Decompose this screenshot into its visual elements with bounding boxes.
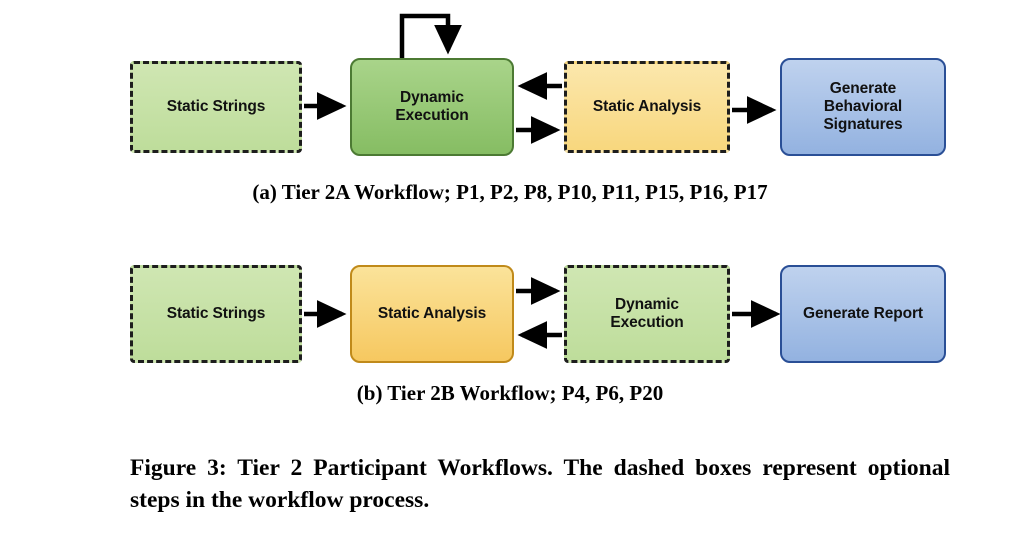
node-dynamic-execution-b[interactable] (564, 265, 730, 363)
node-label: Static Analysis (592, 97, 702, 115)
node-static-analysis-a[interactable] (564, 61, 730, 153)
caption-tier-2a: (a) Tier 2A Workflow; P1, P2, P8, P10, P11, P15, P16, P17 (252, 180, 768, 204)
node-label: Static Strings (166, 97, 266, 115)
node-label: Dynamic Execution (395, 88, 469, 124)
node-label: Generate Behavioral Signatures (823, 79, 903, 134)
node-label: Dynamic Execution (610, 295, 684, 331)
node-static-strings-b[interactable] (130, 265, 302, 363)
node-dynamic-execution-a[interactable] (350, 58, 514, 156)
node-label: Generate Report (803, 304, 923, 322)
figure-caption: Figure 3: Tier 2 Participant Workflows. The dashed boxes represent optional steps in the workflow process. (130, 455, 950, 514)
caption-tier-2b: (b) Tier 2B Workflow; P4, P6, P20 (356, 381, 664, 405)
node-static-analysis-b[interactable] (350, 265, 514, 363)
arrow-dynamic-self-loop (402, 16, 448, 58)
node-generate-report[interactable] (780, 265, 946, 363)
diagram-tier-2b (130, 265, 950, 363)
diagram-tier-2a (130, 58, 950, 156)
node-label: Static Analysis (377, 304, 487, 322)
node-generate-behavioral-signatures[interactable] (780, 58, 946, 156)
node-static-strings-a[interactable] (130, 61, 302, 153)
node-label: Static Strings (166, 304, 266, 322)
